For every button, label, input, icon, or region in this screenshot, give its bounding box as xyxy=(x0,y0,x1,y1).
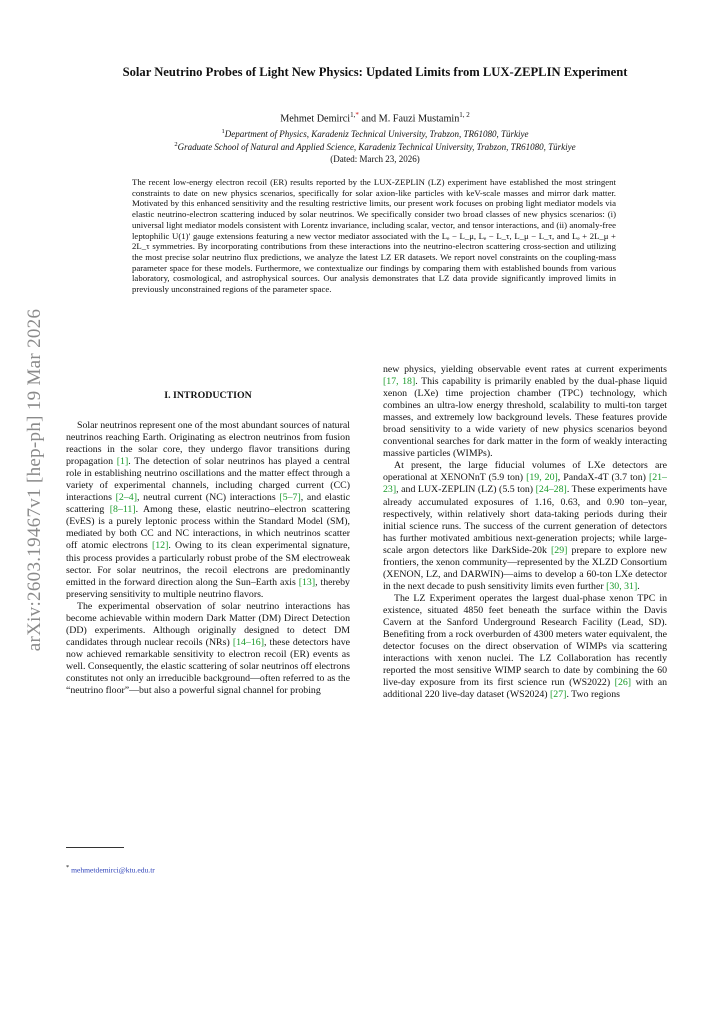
email-link[interactable]: mehmetdemirci@ktu.edu.tr xyxy=(71,865,155,875)
affiliation-text: Department of Physics, Karadeniz Technical University, Trabzon, TR61080, Türkiye xyxy=(224,129,529,139)
author-name: M. Fauzi Mustamin xyxy=(378,113,460,125)
paragraph-text: Solar neutrinos represent one of the most abundant sources of natural neutrinos reaching Earth. Originating as electron neutrinos from fusion reactions in the solar core, they undergo flavor transitions during propagation xyxy=(66,420,350,468)
paragraph-text: , and LUX-ZEPLIN (LZ) (5.5 ton) xyxy=(396,484,536,496)
paragraph-text: . Two regions xyxy=(566,689,620,701)
citation-link[interactable]: [17, 18] xyxy=(383,376,416,388)
author-line xyxy=(70,111,680,124)
paragraph xyxy=(383,460,667,593)
footnote-marker: * xyxy=(66,864,70,871)
paragraph xyxy=(66,601,350,697)
paragraph xyxy=(66,420,350,601)
paragraph-text: . This capability is primarily enabled by the dual-phase liquid xenon (LXe) time projection chamber (TPC) technology, which combines an ultra-low energy threshold, scalability to multi-ton target masses, and extremely low background levels. These features provide broad sensitivity to a wide variety of new physics scenarios beyond conventional searches for dark matter in the form of weakly interacting massive particles (WIMPs). xyxy=(383,376,667,460)
paragraph-text: with an additional 220 live-day dataset (WS2024) xyxy=(383,677,667,701)
right-column xyxy=(383,364,667,701)
citation-link[interactable]: [27] xyxy=(550,689,567,701)
citation-link[interactable]: [2–4] xyxy=(115,492,137,504)
date-line: (Dated: March 23, 2026) xyxy=(330,154,420,164)
citation-link[interactable]: [30, 31] xyxy=(606,580,638,592)
paragraph-text: The LZ Experiment operates the largest dual-phase xenon TPC in existence, situated 4850 feet beneath the surface within the Davis Cavern at the Sanford Underground Research Facility (Lead, SD). Benefiting from a rock overburden of 4300 meters water equivalent, the detector focuses on the direct observation of WIMPs via scattering interactions with xenon nuclei. The LZ Collaboration has recently reported the most sensitive WIMP search to date by combining the 60 live-day exposure from its first science run (WS2022) xyxy=(383,592,667,689)
paragraph-text: new physics, yielding observable event rates at current experiments xyxy=(383,364,667,375)
corresponding-marker: * xyxy=(355,111,359,119)
author-name: Mehmet Demirci xyxy=(280,113,351,125)
paragraph xyxy=(383,593,667,701)
citation-link[interactable]: [19, 20] xyxy=(526,472,558,484)
author-separator: and xyxy=(358,113,379,125)
affiliation-text: Graduate School of Natural and Applied Science, Karadeniz Technical University, Trabzon, TR61080, Türkiye xyxy=(177,142,576,152)
section-heading: I. INTRODUCTION xyxy=(164,390,252,401)
affiliation-2 xyxy=(70,141,680,152)
citation-link[interactable]: [21–23] xyxy=(383,472,667,496)
citation-link[interactable]: [13] xyxy=(298,576,316,588)
paragraph-text: , these detectors have now achieved remarkable sensitivity to electron recoil (ER) events as well. Consequently, the elastic scattering of solar neutrinos off electrons constitutes not only an irreducible background—often referred to as the “neutrino floor”—but also a powerful signal channel for probing xyxy=(66,636,351,697)
paragraph-text: . xyxy=(637,580,640,592)
paragraph-text: . Among these, elastic neutrino–electron scattering (EνES) is a purely leptonic process within the Standard Model (SM), mediated by both CC and NC interactions, in which neutrinos scatter off atomic electrons xyxy=(66,504,350,552)
paper-title: Solar Neutrino Probes of Light New Physics: Updated Limits from LUX-ZEPLIN Experiment xyxy=(122,65,628,79)
paragraph-text: . These experiments have already accumulated exposures of 1.16, 0.63, and 0.90 ton–year, respectively, within relatively short data-taking periods during their initial science runs. The success of the current generation of detectors has further motivated ambitious next-generation projects; while large-scale argon detectors like DarkSide-20k xyxy=(383,484,667,556)
arxiv-id: arXiv:2603.19467v1 [hep-ph] 19 Mar 2026 xyxy=(24,308,45,652)
paragraph-text: , thereby preserving sensitivity to multiple neutrino flavors. xyxy=(66,576,350,600)
paragraph-text: The experimental observation of solar neutrino interactions has become achievable within modern Dark Matter (DM) Direct Detection (DD) experiments. Although originally designed to detect DM candidates through nuclear recoils (NRs) xyxy=(66,600,350,648)
footnote-rule xyxy=(66,847,124,848)
paragraph-text: . Owing to its clean experimental signature, this process provides a particularly robust probe of the SM electroweak sector. For solar neutrinos, the recoil electrons are predominantly emitted in the forward direction along the Sun–Earth axis xyxy=(66,540,351,588)
citation-link[interactable]: [12] xyxy=(151,540,169,552)
paragraph-text: , neutral current (NC) interactions xyxy=(136,492,280,504)
affiliation-1 xyxy=(70,128,680,139)
citation-link[interactable]: [26] xyxy=(614,677,632,689)
left-column xyxy=(66,420,350,697)
abstract: The recent low-energy electron recoil (ER) results reported by the LUX-ZEPLIN (LZ) experiment have established the most stringent constraints to date on new physics scenarios, specifically for solar axion-like particles with keV-scale masses and mirror dark matter. Motivated by this enhanced sensitivity and the resulting restrictive limits, our present work focuses on probing light mediator models via elastic neutrino-electron scattering induced by solar neutrinos. We specifically consider two broad classes of new physics scenarios: (i) universal light mediator models consistent with Lorentz invariance, including scalar, vector, and tensor interactions, and (ii) anomaly-free leptophilic U(1)′ gauge extensions featuring a new vector mediator associated with the Lₑ − L_μ, Lₑ − L_τ, L_μ − L_τ, and Lₑ + 2L_μ + 2L_τ symmetries. By incorporating contributions from these interactions into the neutrino-electron scattering cross-section and utilizing the most precise solar neutrino flux predictions, we analyze the latest LZ ER datasets. We report novel constraints on the coupling-mass parameter space for these models. Furthermore, we contextualize our findings by comparing them with established bounds from various laboratory, cosmological, and astrophysical sources. Our analysis demonstrates that LZ data provide significantly improved limits in previously unconstrained regions of the parameter space. xyxy=(132,177,616,295)
citation-link[interactable]: [8–11] xyxy=(109,504,136,516)
paragraph-text: . The detection of solar neutrinos has played a central role in establishing neutrino oscillations and the matter effect through a variety of experimental channels, including charged current (CC) interactions xyxy=(66,456,351,504)
citation-link[interactable]: [24–28] xyxy=(535,484,567,496)
citation-link[interactable]: [29] xyxy=(551,544,568,556)
affiliation-marker: 1, xyxy=(350,111,356,119)
arxiv-sidebar-stamp xyxy=(22,290,48,670)
paragraph-text: prepare to explore new frontiers, the xenon community—represented by the XLZD Consortium (XENON, LZ, and DARWIN)—aims to develop a 60-ton LXe detector in the next decade to push sensitivity limits even further xyxy=(383,544,667,592)
citation-link[interactable]: [14–16] xyxy=(232,636,264,648)
affiliation-marker: 1, 2 xyxy=(459,111,470,119)
affiliation-number: 1 xyxy=(221,128,225,135)
citation-link[interactable]: [1] xyxy=(116,456,129,468)
paragraph-text: , and elastic scattering xyxy=(66,492,350,516)
paragraph-text: At present, the large fiducial volumes of LXe detectors are operational at XENONnT (5.9 ton) xyxy=(383,460,667,484)
paragraph xyxy=(383,364,667,460)
citation-link[interactable]: [5–7] xyxy=(279,492,301,504)
paragraph-text: , PandaX-4T (3.7 ton) xyxy=(557,472,649,484)
footnote xyxy=(66,864,155,875)
affiliation-number: 2 xyxy=(174,141,178,148)
